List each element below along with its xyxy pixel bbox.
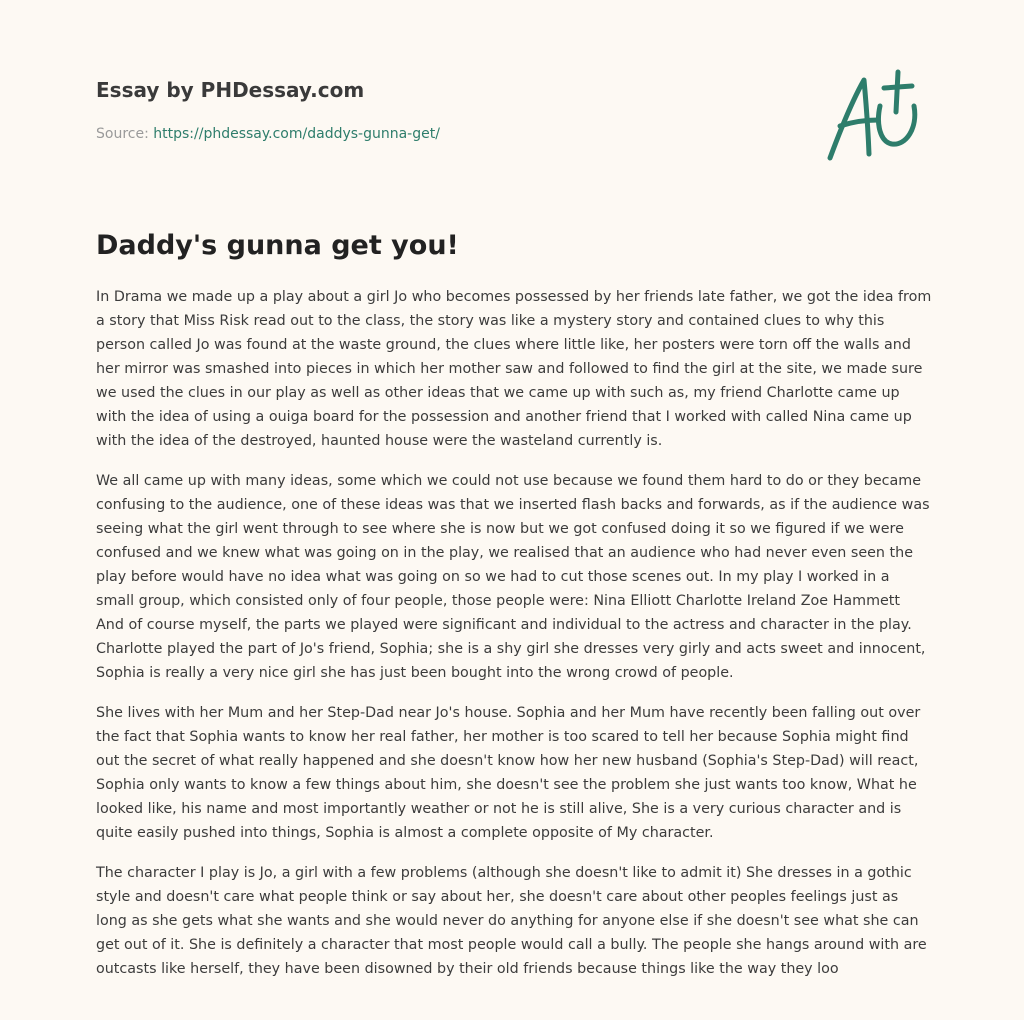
paragraph: In Drama we made up a play about a girl Jo who becomes possessed by her friends late father, we got the idea from a story that Miss Risk read out to the class, the story was like a mystery story and contained clues to why this person called Jo was found at the waste ground, the clues where little like, her posters were torn off the walls and her mirror was smashed into pieces in which her mother saw and followed to find the girl at the site, we made sure we used the clues in our play as well as other ideas that we came up with such as, my friend Charlotte came up with the idea of using a ouiga board for the possession and another friend that I worked with called Nina came up with the idea of the destroyed, haunted house were the wasteland currently is. — [96, 289, 932, 449]
source-line — [96, 125, 716, 143]
site-title: Essay by PHDessay.com — [96, 78, 365, 102]
source-label: Source: — [96, 126, 149, 142]
paragraph: We all came up with many ideas, some which we could not use because we found them hard to do or they became confusing to the audience, one of these ideas was that we inserted flash backs and forwards, as if the audience was seeing what the girl went through to see where she is now but we got confused doing it so we figured if we were confused and we knew what was going on in the play, we realised that an audience who had never even seen the play before would have no idea what was going on so we had to cut those scenes out. In my play I worked in a small group, which consisted only of four people, those people were: Nina Elliott Charlotte Ireland Zoe Hammett And of course myself, the parts we played were significant and individual to the actress and character in the play. Charlotte played the part of Jo's friend, Sophia; she is a shy girl she dresses very girly and acts sweet and innocent, Sophia is really a very nice girl she has just been bought into the wrong crowd of people. — [96, 473, 930, 681]
source-link[interactable]: https://phdessay.com/daddys-gunna-get/ — [153, 126, 440, 142]
paragraph: She lives with her Mum and her Step-Dad near Jo's house. Sophia and her Mum have recently been falling out over the fact that Sophia wants to know her real father, her mother is too scared to tell her because Sophia might find out the secret of what really happened and she doesn't know how her new husband (Sophia's Step-Dad) will react, Sophia only wants to know a few things about him, she doesn't see the problem she just wants too know, What he looked like, his name and most importantly weather or not he is still alive, She is a very curious character and is quite easily pushed into things, Sophia is almost a complete opposite of My character. — [96, 705, 921, 841]
document-title: Daddy's gunna get you! — [96, 230, 459, 261]
a-plus-logo-icon — [822, 66, 932, 166]
page-header — [96, 76, 716, 143]
essay-body — [96, 285, 932, 997]
paragraph: The character I play is Jo, a girl with a few problems (although she doesn't like to admit it) She dresses in a gothic style and doesn't care what people think or say about her, she doesn't care about other peoples feelings just as long as she gets what she wants and she would never do anything for anyone else if she doesn't see what she can get out of it. She is definitely a character that most people would call a bully. The people she hangs around with are outcasts like herself, they have been disowned by their old friends because things like the way they loo — [96, 865, 927, 977]
